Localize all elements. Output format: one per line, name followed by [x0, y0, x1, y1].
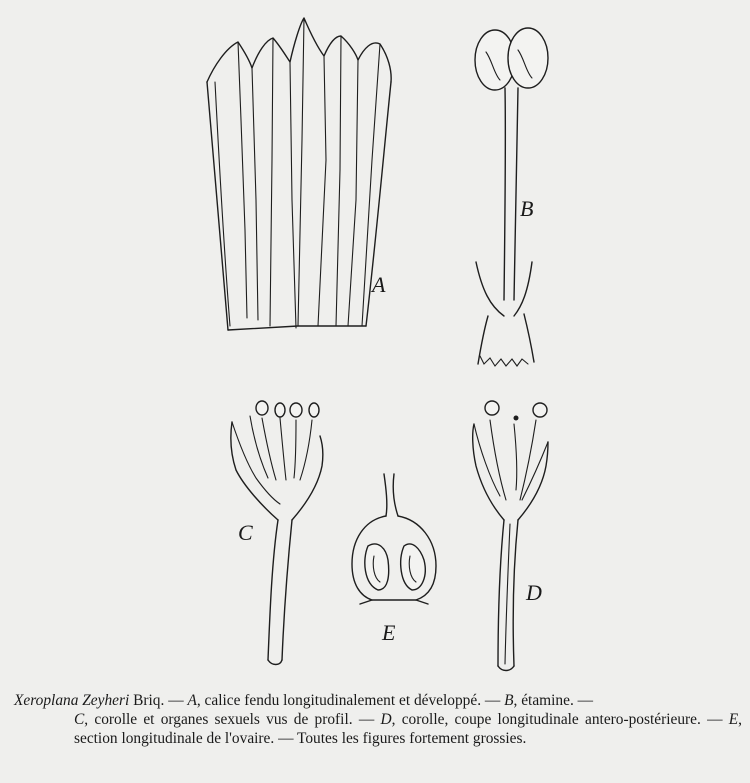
- caption-label-d: D: [380, 711, 392, 729]
- caption-label-e: E: [728, 711, 739, 729]
- figure-d-label: D: [526, 580, 542, 605]
- caption-continuation: [14, 710, 742, 748]
- figure-a-calyx: [207, 18, 391, 330]
- figure-c-label: C: [238, 520, 253, 545]
- figure-b-label: B: [520, 196, 534, 221]
- caption-label-a: A: [187, 692, 197, 709]
- caption-text-a: , calice fendu longitudinalement et développé. —: [196, 692, 505, 709]
- caption-species-name: Xeroplana Zeyheri: [14, 692, 130, 709]
- figure-caption: [14, 691, 742, 749]
- caption-text-e: , section longitudinale de l'ovaire. — Toutes les figures fortement grossies.: [74, 711, 742, 748]
- figure-a-label: A: [372, 272, 386, 297]
- caption-author: Briq.: [133, 692, 165, 709]
- figure-e-label: E: [382, 620, 396, 645]
- figure-e-ovary-section: [352, 474, 436, 604]
- figure-d-corolla-section: [473, 401, 548, 671]
- caption-text-c: , corolle et organes sexuels vus de profil. —: [84, 711, 381, 729]
- caption-label-c: C: [74, 711, 85, 729]
- caption-separator: —: [164, 692, 188, 709]
- caption-text-b: , étamine. —: [513, 692, 594, 709]
- caption-label-b: B: [504, 692, 514, 709]
- caption-text-d: , corolle, coupe longitudinale antero-postérieure. —: [391, 711, 729, 729]
- figure-b-stamen: [475, 28, 548, 366]
